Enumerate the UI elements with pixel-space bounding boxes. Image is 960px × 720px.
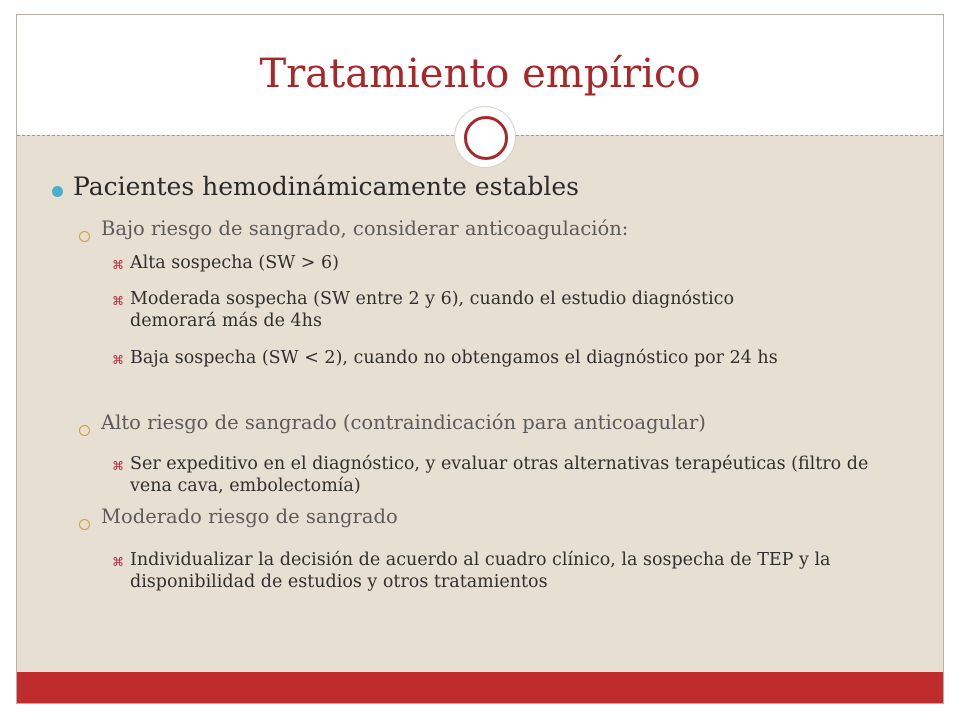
- list-item: Alta sospecha (SW > 6): [130, 253, 339, 273]
- group-heading: Moderado riesgo de sangrado: [101, 505, 398, 528]
- level1-bullet-text: Pacientes hemodinámicamente estables: [73, 172, 579, 201]
- footer-accent-bar: [17, 672, 943, 703]
- cross-bullet-icon: ⌘: [112, 258, 124, 272]
- filled-circle-bullet-icon: [52, 186, 63, 197]
- list-item: Individualizar la decisión de acuerdo al cuadro clínico, la sospecha de TEP y la disponibilidad de estudios y otros tratamientos: [130, 550, 831, 592]
- hollow-circle-bullet-icon: [79, 519, 90, 530]
- ring-ornament-icon: [455, 107, 515, 167]
- hollow-circle-bullet-icon: [79, 231, 90, 242]
- cross-bullet-icon: ⌘: [112, 294, 124, 308]
- group-heading: Alto riesgo de sangrado (contraindicación para anticoagular): [101, 411, 706, 434]
- list-item: Baja sospecha (SW < 2), cuando no obtengamos el diagnóstico por 24 hs: [130, 348, 778, 368]
- group-heading: Bajo riesgo de sangrado, considerar anticoagulación:: [101, 217, 629, 240]
- list-item: Moderada sospecha (SW entre 2 y 6), cuando el estudio diagnóstico demorará más de 4hs: [130, 289, 734, 331]
- cross-bullet-icon: ⌘: [112, 555, 124, 569]
- cross-bullet-icon: ⌘: [112, 459, 124, 473]
- slide-title: Tratamiento empírico: [259, 51, 701, 97]
- slide: [16, 14, 944, 704]
- hollow-circle-bullet-icon: [79, 425, 90, 436]
- cross-bullet-icon: ⌘: [112, 353, 124, 367]
- list-item: Ser expeditivo en el diagnóstico, y evaluar otras alternativas terapéuticas (filtro de vena cava, embolectomía): [130, 454, 869, 496]
